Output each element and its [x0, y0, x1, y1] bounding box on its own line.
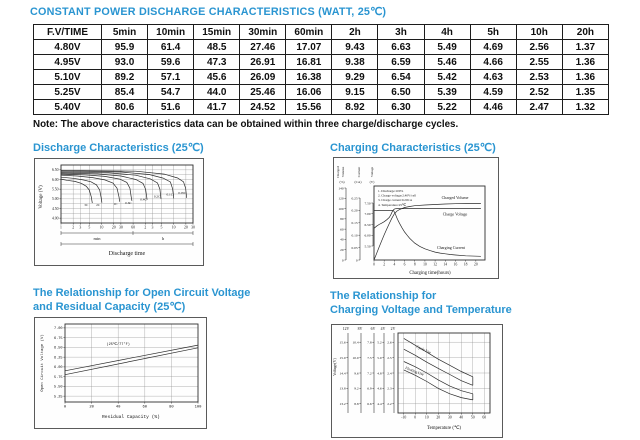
svg-text:18: 18: [463, 262, 468, 267]
svg-text:12V: 12V: [342, 327, 350, 331]
svg-text:0.1C: 0.1C: [166, 192, 173, 197]
svg-text:120: 120: [338, 196, 344, 201]
table-cell: 2.53: [516, 70, 562, 85]
svg-text:0.6C: 0.6C: [125, 201, 132, 206]
table-cell: 5.49: [424, 40, 470, 55]
svg-text:80: 80: [340, 217, 344, 222]
svg-text:4.00: 4.00: [51, 216, 59, 221]
temp-chart-heading: [330, 289, 512, 317]
svg-text:100: 100: [194, 405, 202, 410]
row-header: 4.95V: [34, 55, 102, 70]
svg-text:60: 60: [340, 227, 344, 232]
column-header: 3h: [378, 25, 424, 40]
power-discharge-table: [33, 24, 609, 115]
svg-text:5.50: 5.50: [51, 187, 59, 192]
ocv-heading-line2: and Residual Capacity (25℃): [33, 301, 186, 313]
table-cell: 1.32: [562, 100, 608, 115]
svg-text:12: 12: [433, 262, 437, 267]
svg-text:15.6: 15.6: [339, 340, 346, 345]
table-cell: 26.09: [240, 70, 286, 85]
svg-text:6V: 6V: [370, 327, 376, 331]
ocv-heading-line1: The Relationship for Open Circuit Voltage: [33, 287, 251, 299]
svg-text:16: 16: [453, 262, 458, 267]
svg-text:20: 20: [436, 415, 441, 420]
svg-text:0.10: 0.10: [351, 233, 358, 238]
table-cell: 6.54: [378, 70, 424, 85]
svg-text:2.3: 2.3: [387, 386, 392, 391]
table-cell: 9.38: [332, 55, 378, 70]
svg-text:3C: 3C: [84, 203, 89, 208]
table-cell: 80.6: [102, 100, 148, 115]
svg-text:20: 20: [183, 225, 188, 230]
row-header: 5.40V: [34, 100, 102, 115]
page-title: CONSTANT POWER DISCHARGE CHARACTERISTICS (WATT, 25℃): [30, 6, 387, 18]
svg-text:140: 140: [338, 186, 344, 191]
table-cell: 2.52: [516, 85, 562, 100]
svg-text:0.05: 0.05: [351, 245, 358, 250]
svg-text:Charge Voltage: Charge Voltage: [442, 211, 468, 217]
column-header: 20h: [562, 25, 608, 40]
table-row: [34, 70, 609, 85]
table-cell: 16.06: [286, 85, 332, 100]
temp-heading-line2: Charging Voltage and Temperature: [330, 304, 512, 316]
column-header: 30min: [240, 25, 286, 40]
table-cell: 2.47: [516, 100, 562, 115]
table-cell: 61.4: [148, 40, 194, 55]
svg-text:10: 10: [171, 225, 176, 230]
table-cell: 45.6: [194, 70, 240, 85]
table-cell: 93.0: [102, 55, 148, 70]
table-cell: 5.46: [424, 55, 470, 70]
svg-text:7.2: 7.2: [367, 371, 372, 376]
table-row: [34, 40, 609, 55]
svg-text:0: 0: [355, 258, 358, 263]
ocv-chart-heading: [33, 286, 250, 314]
svg-text:0: 0: [341, 258, 344, 263]
svg-text:2: 2: [383, 262, 386, 267]
ocv-chart: [35, 318, 206, 428]
svg-text:50: 50: [470, 415, 475, 420]
table-cell: 41.7: [194, 100, 240, 115]
svg-text:1: 1: [60, 225, 62, 230]
svg-text:5.50: 5.50: [53, 385, 63, 390]
svg-text:5.25: 5.25: [53, 395, 63, 400]
svg-text:0.15: 0.15: [351, 221, 358, 226]
svg-text:0: 0: [63, 405, 67, 410]
ocv-chart-panel: [34, 317, 207, 429]
table-cell: 1.37: [562, 40, 608, 55]
svg-text:6.00: 6.00: [53, 366, 63, 371]
row-header: 5.10V: [34, 70, 102, 85]
svg-text:6.75: 6.75: [53, 336, 63, 341]
svg-text:3: 3: [79, 225, 82, 230]
table-cell: 44.0: [194, 85, 240, 100]
svg-text:20: 20: [340, 248, 344, 253]
svg-text:13.2: 13.2: [339, 402, 346, 407]
svg-text:10.0: 10.0: [352, 355, 359, 360]
svg-text:0.25: 0.25: [351, 196, 358, 201]
svg-text:4: 4: [393, 262, 396, 267]
svg-text:40: 40: [340, 237, 344, 242]
svg-text:9.2: 9.2: [354, 386, 359, 391]
svg-text:6.50: 6.50: [53, 346, 63, 351]
temp-chart: [332, 325, 502, 437]
table-row: [34, 55, 609, 70]
svg-text:80: 80: [169, 405, 174, 410]
table-cell: 25.46: [240, 85, 286, 100]
svg-text:5.2: 5.2: [377, 340, 382, 345]
svg-text:40: 40: [459, 415, 464, 420]
table-cell: 4.69: [470, 40, 516, 55]
svg-text:10: 10: [423, 262, 427, 267]
table-cell: 51.6: [148, 100, 194, 115]
svg-text:30: 30: [191, 225, 195, 230]
svg-text:10: 10: [424, 415, 429, 420]
table-cell: 5.42: [424, 70, 470, 85]
svg-text:(25℃/77°F): (25℃/77°F): [106, 343, 130, 348]
column-header: 15min: [194, 25, 240, 40]
svg-text:Charging Current: Charging Current: [436, 245, 466, 250]
svg-text:14: 14: [443, 262, 448, 267]
svg-text:100: 100: [338, 206, 344, 211]
svg-text:6.6: 6.6: [367, 402, 372, 407]
svg-text:0.2C: 0.2C: [153, 194, 161, 199]
svg-text:4.50: 4.50: [51, 206, 59, 211]
svg-text:0: 0: [373, 262, 375, 267]
table-cell: 5.22: [424, 100, 470, 115]
row-header: 5.25V: [34, 85, 102, 100]
svg-text:9.6: 9.6: [354, 371, 359, 376]
svg-text:30: 30: [118, 225, 123, 230]
table-cell: 9.15: [332, 85, 378, 100]
svg-text:2.4: 2.4: [387, 371, 392, 376]
svg-text:5: 5: [160, 225, 163, 230]
column-header: 60min: [286, 25, 332, 40]
svg-text:(CA): (CA): [354, 180, 362, 184]
svg-text:1C: 1C: [113, 202, 118, 207]
row-header: 4.80V: [34, 40, 102, 55]
svg-text:(%): (%): [339, 180, 345, 184]
svg-text:6.25: 6.25: [53, 356, 63, 361]
svg-text:8: 8: [413, 262, 416, 267]
svg-text:2.2: 2.2: [387, 402, 392, 407]
svg-text:8.8: 8.8: [354, 402, 359, 407]
table-cell: 95.9: [102, 40, 148, 55]
table-cell: 85.4: [102, 85, 148, 100]
table-cell: 17.07: [286, 40, 332, 55]
table-cell: 27.46: [240, 40, 286, 55]
column-header: 4h: [424, 25, 470, 40]
svg-text:4. Temperature:25℃: 4. Temperature:25℃: [378, 202, 406, 207]
svg-text:60: 60: [482, 415, 487, 420]
svg-text:5.75: 5.75: [53, 375, 63, 380]
svg-text:2. Charge voltage:2.40V/cell: 2. Charge voltage:2.40V/cell: [378, 193, 417, 198]
svg-text:15.0: 15.0: [339, 355, 346, 360]
svg-text:20: 20: [111, 225, 116, 230]
svg-text:Floating Use: Floating Use: [404, 365, 425, 377]
svg-text:0: 0: [414, 415, 417, 420]
table-cell: 6.59: [378, 55, 424, 70]
svg-text:60: 60: [131, 225, 136, 230]
table-cell: 4.59: [470, 85, 516, 100]
svg-text:Voltage(V): Voltage(V): [332, 358, 337, 376]
table-row: [34, 100, 609, 115]
svg-text:20: 20: [474, 262, 478, 267]
svg-text:Current: Current: [357, 166, 361, 178]
table-cell: 2.56: [516, 40, 562, 55]
svg-text:7.5: 7.5: [367, 355, 372, 360]
svg-text:7.8: 7.8: [367, 340, 372, 345]
table-cell: 6.50: [378, 85, 424, 100]
svg-text:6.50: 6.50: [364, 222, 371, 227]
svg-text:Volume: Volume: [341, 166, 345, 178]
svg-text:2V: 2V: [390, 327, 396, 331]
svg-text:2C: 2C: [96, 203, 101, 208]
column-header: 5min: [102, 25, 148, 40]
svg-text:Residual Capacity (%): Residual Capacity (%): [102, 415, 160, 420]
table-cell: 47.3: [194, 55, 240, 70]
svg-text:min: min: [93, 236, 101, 241]
svg-text:2.5: 2.5: [387, 355, 392, 360]
note-text: Note: The above characteristics data can be obtained within three charge/discharge cycles.: [33, 119, 459, 130]
svg-text:Temperature (℃): Temperature (℃): [427, 426, 461, 431]
svg-text:10.4: 10.4: [352, 340, 359, 345]
svg-text:Voltage (V): Voltage (V): [39, 185, 44, 209]
table-cell: 89.2: [102, 70, 148, 85]
table-cell: 2.55: [516, 55, 562, 70]
svg-text:1. Discharge:100%: 1. Discharge:100%: [378, 189, 404, 193]
svg-text:h: h: [161, 236, 165, 241]
table-cell: 9.29: [332, 70, 378, 85]
svg-text:6.00: 6.00: [364, 233, 371, 238]
discharge-chart-panel: [34, 158, 204, 266]
svg-text:Charged Volume: Charged Volume: [441, 195, 469, 200]
svg-text:Open Circuit Voltage (V): Open Circuit Voltage (V): [41, 334, 45, 392]
column-header: F.V/TIME: [34, 25, 102, 40]
svg-text:0.4C: 0.4C: [140, 197, 147, 202]
charging-chart-heading: Charging Characteristics (25℃): [330, 142, 496, 154]
svg-text:Charging time(hours): Charging time(hours): [409, 271, 451, 276]
svg-text:5.0: 5.0: [377, 355, 382, 360]
svg-text:6.9: 6.9: [367, 386, 372, 391]
table-cell: 6.30: [378, 100, 424, 115]
temp-chart-panel: [331, 324, 503, 438]
table-cell: 16.38: [286, 70, 332, 85]
table-cell: 5.39: [424, 85, 470, 100]
svg-text:4V: 4V: [380, 327, 386, 331]
column-header: 5h: [470, 25, 516, 40]
svg-text:(V): (V): [369, 180, 375, 184]
table-cell: 4.46: [470, 100, 516, 115]
svg-text:7.00: 7.00: [53, 327, 63, 332]
svg-text:6.00: 6.00: [51, 177, 59, 182]
table-cell: 16.81: [286, 55, 332, 70]
svg-text:40: 40: [115, 405, 121, 410]
table-cell: 6.63: [378, 40, 424, 55]
column-header: 10h: [516, 25, 562, 40]
svg-text:5.50: 5.50: [364, 244, 371, 249]
svg-text:8V: 8V: [357, 327, 363, 331]
svg-text:Voltage: Voltage: [370, 166, 374, 178]
svg-text:4.4: 4.4: [377, 402, 382, 407]
svg-text:Discharge time: Discharge time: [108, 251, 146, 257]
svg-text:6.50: 6.50: [51, 168, 59, 173]
svg-text:Cycle Use: Cycle Use: [415, 344, 432, 355]
svg-text:13.8: 13.8: [339, 386, 346, 391]
svg-text:6: 6: [403, 262, 406, 267]
charging-chart: [334, 158, 498, 278]
svg-text:5.00: 5.00: [51, 197, 59, 202]
table-cell: 48.5: [194, 40, 240, 55]
column-header: 10min: [148, 25, 194, 40]
svg-text:7.00: 7.00: [364, 212, 371, 217]
table-row: [34, 85, 609, 100]
table-cell: 4.66: [470, 55, 516, 70]
table-cell: 1.36: [562, 70, 608, 85]
svg-text:7.50: 7.50: [364, 201, 371, 206]
table-cell: 9.43: [332, 40, 378, 55]
table-cell: 57.1: [148, 70, 194, 85]
svg-text:2: 2: [72, 225, 75, 230]
svg-text:5: 5: [88, 225, 91, 230]
table-cell: 26.91: [240, 55, 286, 70]
table-cell: 54.7: [148, 85, 194, 100]
table-cell: 1.36: [562, 55, 608, 70]
temp-heading-line1: The Relationship for: [330, 290, 437, 302]
svg-text:3: 3: [151, 225, 154, 230]
discharge-chart-heading: Discharge Characteristics (25℃): [33, 142, 204, 154]
svg-text:-10: -10: [401, 415, 407, 420]
svg-text:20: 20: [89, 405, 94, 410]
svg-text:Charged: Charged: [336, 166, 340, 178]
svg-text:2: 2: [144, 225, 147, 230]
table-cell: 15.56: [286, 100, 332, 115]
column-header: 2h: [332, 25, 378, 40]
svg-text:4.6: 4.6: [377, 386, 382, 391]
table-cell: 1.35: [562, 85, 608, 100]
svg-text:30: 30: [447, 415, 452, 420]
svg-text:60: 60: [142, 405, 148, 410]
charging-chart-panel: [333, 157, 499, 279]
discharge-chart: [35, 159, 203, 265]
svg-text:10: 10: [99, 225, 104, 230]
table-cell: 59.6: [148, 55, 194, 70]
svg-text:3. Charge current:0.20CA: 3. Charge current:0.20CA: [378, 198, 413, 203]
svg-text:2.6: 2.6: [387, 340, 392, 345]
table-cell: 24.52: [240, 100, 286, 115]
svg-text:14.4: 14.4: [339, 371, 346, 376]
table-cell: 8.92: [332, 100, 378, 115]
svg-text:0.05C: 0.05C: [178, 191, 187, 195]
table-cell: 4.63: [470, 70, 516, 85]
svg-text:0.20: 0.20: [351, 208, 358, 213]
svg-text:4.8: 4.8: [377, 371, 382, 376]
